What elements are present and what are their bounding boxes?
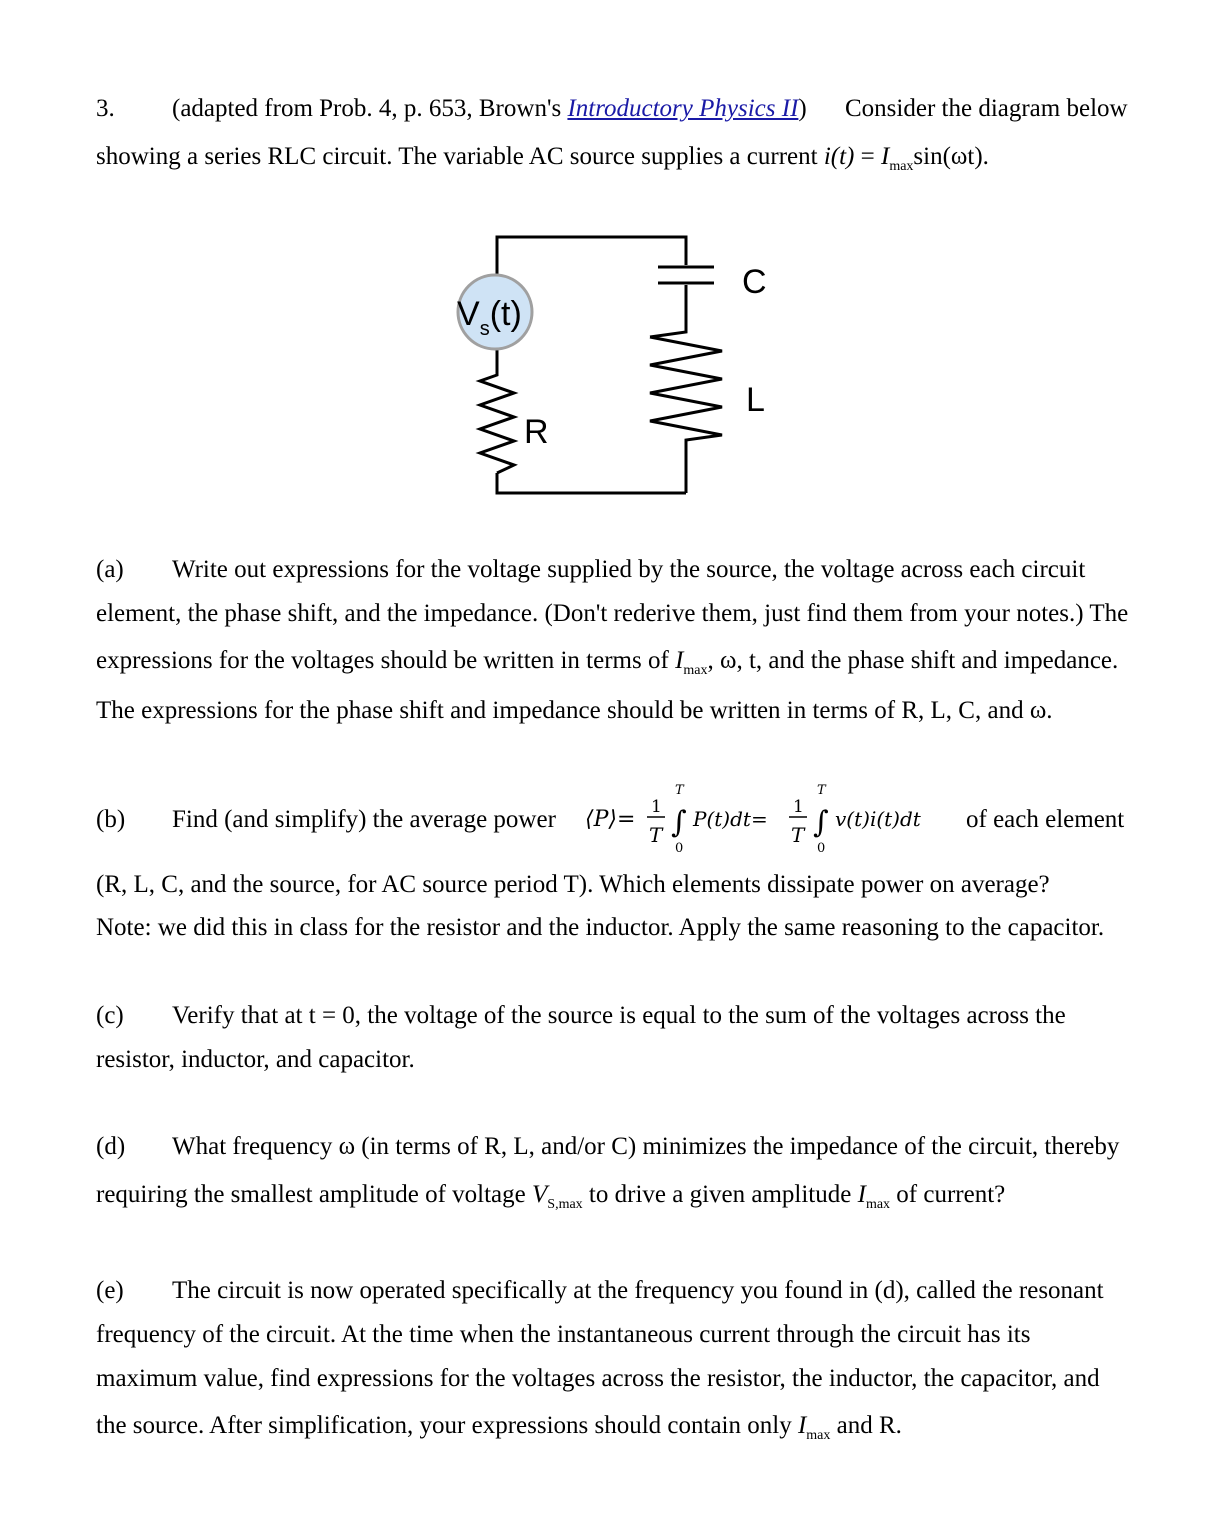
eq-int1-lower: 0 — [675, 841, 684, 856]
eq-frac1-num: 1 — [651, 797, 662, 817]
line2-text: showing a series RLC circuit. The variable AC source supplies a current — [96, 143, 824, 170]
part-d-V-sub: S,max — [547, 1197, 583, 1212]
rlc-circuit-diagram — [440, 225, 800, 515]
part-d-I: I — [857, 1181, 866, 1208]
part-e-line4-text: the source. After simplification, your expressions should contain only — [96, 1412, 798, 1439]
part-b-letter: (b) — [96, 806, 126, 833]
eq-int2-upper: T — [817, 783, 826, 798]
part-b-line3: Note: we did this in class for the resistor and the inductor. Apply the same reasoning to the capacitor. — [96, 914, 1105, 941]
bottom-wire — [497, 473, 686, 493]
top-wire — [497, 237, 686, 275]
part-a-line4: The expressions for the phase shift and impedance should be written in terms of R, L, C, and ω. — [96, 697, 1053, 724]
part-e-sub: max — [806, 1428, 831, 1443]
current-I: I — [880, 143, 890, 170]
problem-line2 — [96, 142, 989, 182]
inductor-label: L — [746, 381, 765, 419]
eq-int2-lower: 0 — [817, 841, 826, 856]
part-d-V: V — [532, 1181, 548, 1208]
eq-int1-upper: T — [675, 783, 684, 798]
part-d-line2-text: requiring the smallest amplitude of voltage — [96, 1181, 532, 1208]
problem-intro — [172, 94, 807, 124]
eq-int1-sign: ∫ — [671, 805, 687, 840]
average-power-equation — [575, 780, 955, 860]
eq-frac2-den: T — [791, 823, 805, 847]
current-lhs: i(t) — [823, 143, 855, 170]
part-d-line2-post: of current? — [890, 1181, 1006, 1208]
part-e-line3: maximum value, find expressions for the voltages across the resistor, the inductor, the capacitor, and — [96, 1365, 1100, 1392]
part-e-line4 — [96, 1411, 902, 1451]
current-sub: max — [889, 159, 914, 174]
resistor-label: R — [524, 413, 549, 451]
book-title-link[interactable]: Introductory Physics II — [567, 95, 799, 122]
part-a-line1: Write out expressions for the voltage supplied by the source, the voltage across each circuit — [172, 556, 1086, 583]
eq-end: v(t)i(t)dt — [835, 807, 921, 831]
part-d-I-sub: max — [865, 1197, 891, 1212]
intro-tail: Consider the diagram below — [845, 95, 1128, 122]
part-b-line1-pre: Find (and simplify) the average power — [172, 806, 556, 833]
source-label: $V_s(t)$ — [457, 295, 522, 340]
cap-inductor-wire — [650, 285, 686, 337]
part-a-line3 — [96, 646, 1118, 686]
eq-mid: P(t)dt= — [693, 807, 768, 831]
part-d-letter: (d) — [96, 1133, 126, 1160]
part-a-sub: max — [683, 663, 708, 678]
inductor-coil — [650, 337, 722, 493]
part-a-I: I — [675, 647, 684, 674]
eq-int2-sign: ∫ — [813, 805, 829, 840]
intro-text: (adapted from Prob. 4, p. 653, Brown's — [172, 95, 568, 122]
part-d-line1: What frequency ω (in terms of R, L, and/or C) minimizes the impedance of the circuit, thereby — [172, 1133, 1120, 1160]
capacitor-label: C — [742, 263, 767, 301]
part-b-line2: (R, L, C, and the source, for AC source period T). Which elements dissipate power on average? — [96, 871, 1050, 898]
part-e-line2: frequency of the circuit. At the time when the instantaneous current through the circuit has its — [96, 1321, 1031, 1348]
part-c-line2: resistor, inductor, and capacitor. — [96, 1046, 415, 1073]
part-e-letter: (e) — [96, 1277, 124, 1304]
part-a-letter: (a) — [96, 556, 124, 583]
current-eq: = — [854, 143, 881, 170]
part-e-line4-post: and R. — [830, 1412, 902, 1439]
eq-avg-P: ⟨P⟩= — [585, 807, 636, 832]
part-b-line1-post: of each element — [966, 806, 1125, 833]
part-a-line3-text: expressions for the voltages should be written in terms of — [96, 647, 676, 674]
part-a-line2: element, the phase shift, and the impedance. (Don't rederive them, just find them from your notes.) The — [96, 600, 1129, 627]
part-d-line2-mid: to drive a given amplitude — [582, 1181, 858, 1208]
eq-frac1-den: T — [649, 823, 663, 847]
eq-frac2-num: 1 — [793, 797, 804, 817]
part-c-letter: (c) — [96, 1002, 124, 1029]
part-e-line1: The circuit is now operated specifically at the frequency you found in (d), called the resonant — [172, 1277, 1104, 1304]
part-d-line2 — [96, 1180, 1005, 1220]
intro-close: ) — [798, 95, 807, 122]
part-a-line3-post: , ω, t, and the phase shift and impedance. — [707, 647, 1119, 674]
resistor-zigzag — [480, 349, 514, 473]
current-rhs: sin(ωt). — [913, 143, 989, 170]
part-c-line1: Verify that at t = 0, the voltage of the source is equal to the sum of the voltages across the — [172, 1002, 1066, 1029]
part-e-I: I — [797, 1412, 807, 1439]
problem-number: 3. — [96, 95, 115, 122]
